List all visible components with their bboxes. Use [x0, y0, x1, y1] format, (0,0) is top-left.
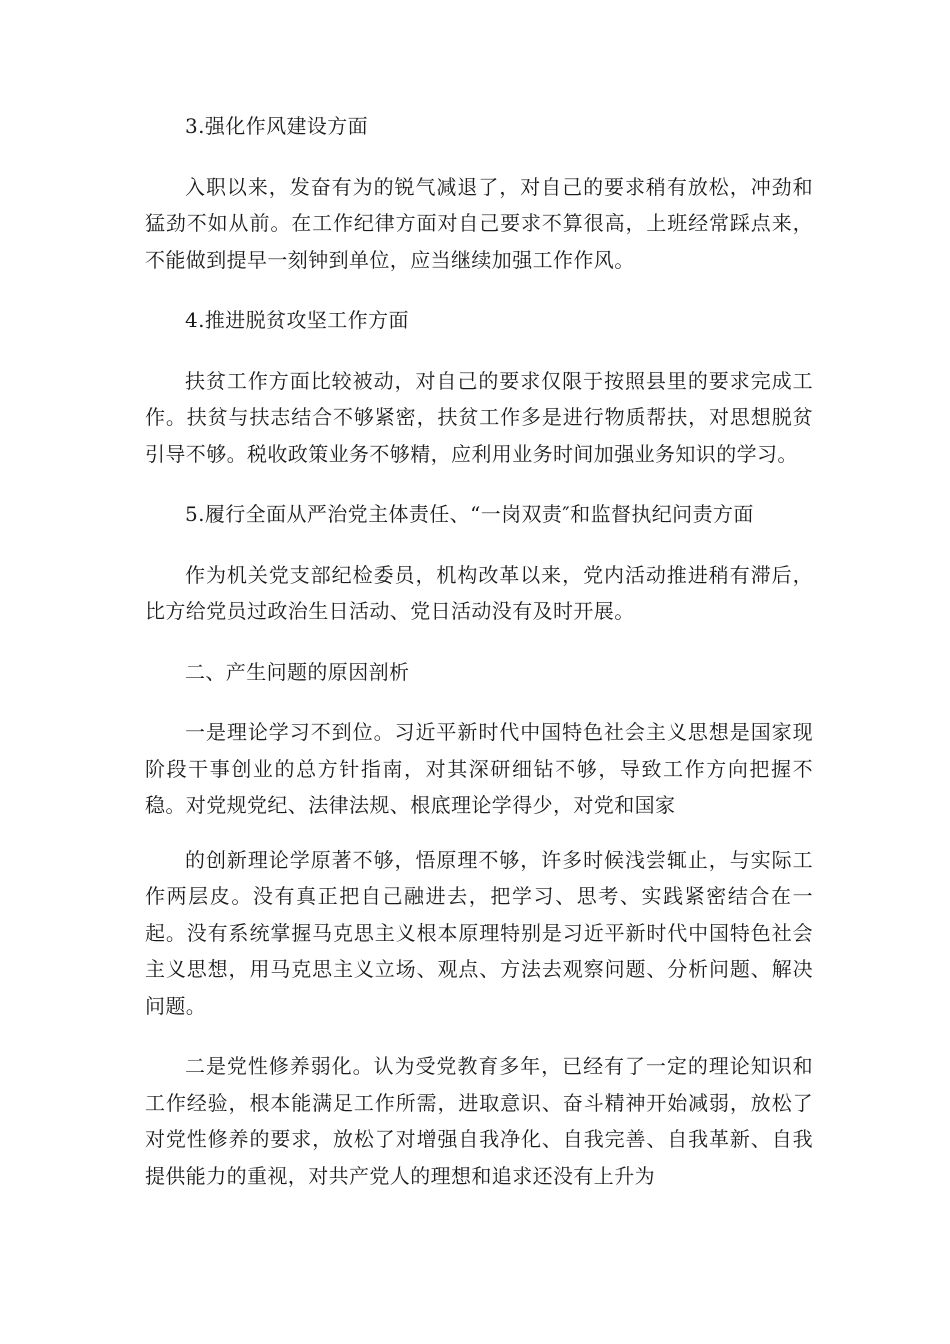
section-heading-cause-analysis: 二、产生问题的原因剖析	[185, 659, 410, 684]
section-heading-poverty-alleviation: 4.推进脱贫攻坚工作方面	[185, 308, 409, 332]
paragraph-poverty-alleviation: 扶贫工作方面比较被动，对自己的要求仅限于按照县里的要求完成工作。扶贫与扶志结合不够紧密，扶贫工作多是进行物质帮扶，对思想脱贫引导不够。税收政策业务不够精，应利用业务时间加强业务知识的学习。	[145, 368, 813, 466]
paragraph-work-style: 入职以来，发奋有为的锐气减退了，对自己的要求稍有放松，冲劲和猛劲不如从前。在工作纪律方面对自己要求不算很高，上班经常踩点来，不能做到提早一刻钟到单位，应当继续加强工作作风。	[145, 174, 813, 272]
document-page	[145, 108, 813, 1194]
section-heading-work-style: 3.强化作风建设方面	[185, 114, 369, 138]
paragraph-party-spirit: 二是党性修养弱化。认为受党教育多年，已经有了一定的理论知识和工作经验，根本能满足工作所需，进取意识、奋斗精神开始减弱，放松了对党性修养的要求，放松了对增强自我净化、自我完善、自我革新、自我提供能力的重视，对共产党人的理想和追求还没有上升为	[145, 1054, 813, 1188]
section-heading-party-responsibility: 5.履行全面从严治党主体责任、“一岗双责″和监督执纪问责方面	[185, 502, 754, 526]
paragraph-party-responsibility: 作为机关党支部纪检委员，机构改革以来，党内活动推进稍有滞后，比方给党员过政治生日活动、党日活动没有及时开展。	[145, 562, 813, 623]
paragraph-theory-study-part2: 的创新理论学原著不够，悟原理不够，许多时候浅尝辄止，与实际工作两层皮。没有真正把自己融进去，把学习、思考、实践紧密结合在一起。没有系统掌握马克思主义根本原理特别是习近平新时代中国特色社会主义思想，用马克思主义立场、观点、方法去观察问题、分析问题、解决问题。	[145, 847, 813, 1018]
paragraph-theory-study-part1: 一是理论学习不到位。习近平新时代中国特色社会主义思想是国家现阶段干事创业的总方针指南，对其深研细钻不够，导致工作方向把握不稳。对党规党纪、法律法规、根底理论学得少，对党和国家	[145, 720, 813, 817]
